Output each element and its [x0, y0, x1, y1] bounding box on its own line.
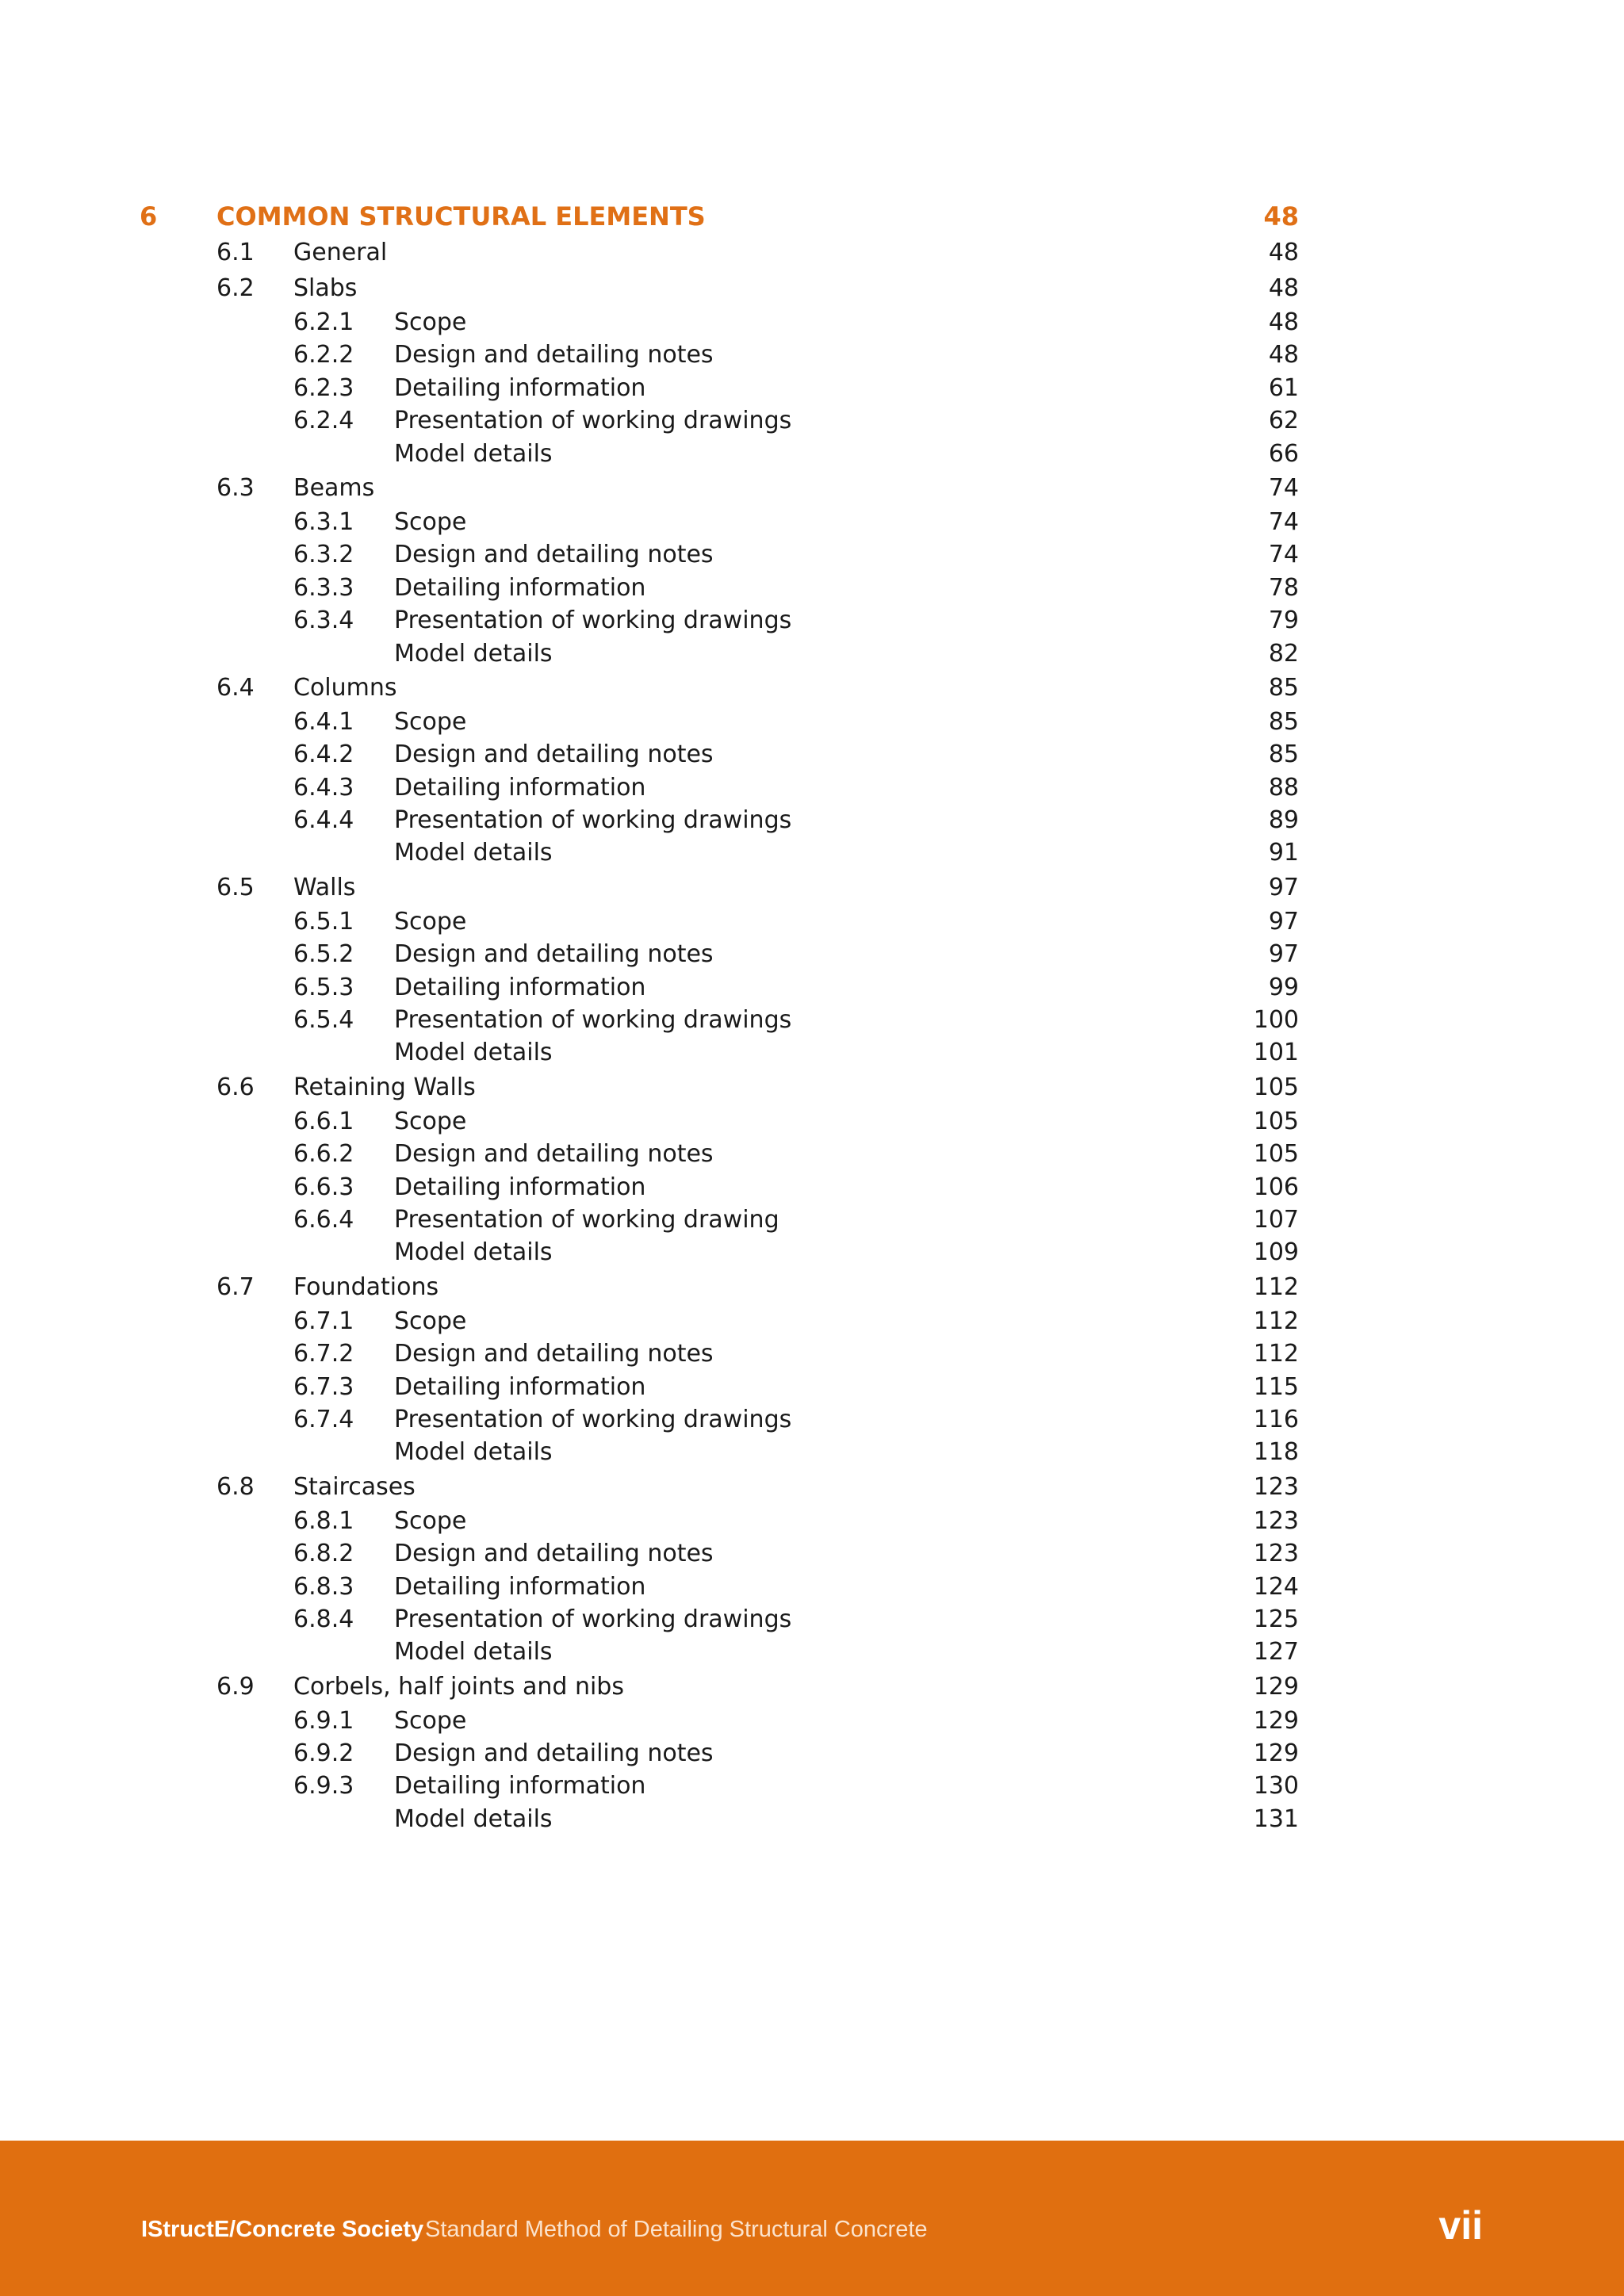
footer-page-number: vii [1438, 2203, 1483, 2248]
entry-page-number: 61 [1268, 373, 1299, 402]
toc-subsection-entry[interactable] [0, 404, 1624, 437]
entry-title: Model details [394, 1238, 553, 1267]
entry-number: 6.2.2 [293, 341, 354, 369]
entry-title: Detailing information [394, 373, 646, 402]
entry-page-number: 106 [1253, 1173, 1299, 1201]
toc-subsection-entry[interactable] [0, 1571, 1624, 1603]
toc-subsection-entry[interactable] [0, 1770, 1624, 1802]
entry-title: Design and detailing notes [394, 1739, 714, 1768]
entry-number: 6.4.4 [293, 806, 354, 835]
entry-title: Detailing information [394, 573, 646, 602]
entry-number: 6.6.2 [293, 1140, 354, 1169]
toc-section-entry[interactable] [0, 235, 1624, 270]
toc-subsection-entry[interactable] [0, 1337, 1624, 1370]
toc-subsection-entry[interactable] [0, 1803, 1624, 1835]
entry-number: 6.8 [216, 1472, 255, 1501]
toc-entries [0, 235, 1624, 1835]
entry-number: 6.6.4 [293, 1205, 354, 1234]
toc-section-entry[interactable] [0, 670, 1624, 706]
entry-page-number: 97 [1268, 907, 1299, 936]
entry-number: 6.5.2 [293, 940, 354, 969]
entry-page-number: 82 [1268, 639, 1299, 668]
entry-page-number: 101 [1253, 1039, 1299, 1067]
entry-page-number: 97 [1268, 940, 1299, 969]
entry-page-number: 124 [1253, 1572, 1299, 1601]
entry-title: Scope [394, 907, 467, 936]
entry-title: Model details [394, 1039, 553, 1067]
entry-number: 6.2.1 [293, 308, 354, 336]
entry-page-number: 48 [1268, 341, 1299, 369]
toc-section-entry[interactable] [0, 1070, 1624, 1105]
toc-section-entry[interactable] [0, 1669, 1624, 1705]
entry-page-number: 100 [1253, 1006, 1299, 1035]
chapter-number: 6 [140, 201, 158, 232]
entry-number: 6.2.3 [293, 373, 354, 402]
entry-title: Slabs [293, 274, 358, 302]
entry-page-number: 74 [1268, 507, 1299, 536]
entry-title: Design and detailing notes [394, 341, 714, 369]
entry-number: 6.7.1 [293, 1307, 354, 1335]
toc-section-entry[interactable] [0, 270, 1624, 306]
entry-title: Retaining Walls [293, 1073, 476, 1101]
entry-number: 6.3.2 [293, 541, 354, 569]
entry-page-number: 74 [1268, 541, 1299, 569]
entry-page-number: 74 [1268, 473, 1299, 502]
entry-number: 6.2 [216, 274, 255, 302]
entry-title: Presentation of working drawing [394, 1205, 779, 1234]
entry-title: Detailing information [394, 1173, 646, 1201]
entry-title: Detailing information [394, 1372, 646, 1401]
entry-page-number: 115 [1253, 1372, 1299, 1401]
toc-subsection-entry[interactable] [0, 506, 1624, 538]
entry-page-number: 62 [1268, 407, 1299, 435]
toc-subsection-entry[interactable] [0, 804, 1624, 836]
entry-page-number: 48 [1268, 274, 1299, 302]
entry-number: 6.3.3 [293, 573, 354, 602]
entry-title: Design and detailing notes [394, 1140, 714, 1169]
entry-title: Model details [394, 1804, 553, 1833]
entry-number: 6.9 [216, 1672, 255, 1701]
toc-section-entry[interactable] [0, 870, 1624, 905]
entry-number: 6.6 [216, 1073, 255, 1101]
entry-title: Scope [394, 1706, 467, 1735]
entry-title: Design and detailing notes [394, 940, 714, 969]
toc-section-entry[interactable] [0, 470, 1624, 506]
entry-page-number: 123 [1253, 1540, 1299, 1568]
toc-subsection-entry[interactable] [0, 1203, 1624, 1236]
toc-subsection-entry[interactable] [0, 1004, 1624, 1036]
entry-title: Detailing information [394, 773, 646, 802]
entry-page-number: 112 [1253, 1340, 1299, 1368]
entry-number: 6.4.3 [293, 773, 354, 802]
toc-subsection-entry[interactable] [0, 836, 1624, 869]
entry-title: Scope [394, 1506, 467, 1535]
entry-page-number: 127 [1253, 1638, 1299, 1667]
toc-subsection-entry[interactable] [0, 1505, 1624, 1537]
entry-number: 6.5 [216, 873, 255, 901]
toc-subsection-entry[interactable] [0, 1636, 1624, 1668]
toc-subsection-entry[interactable] [0, 1371, 1624, 1403]
entry-page-number: 105 [1253, 1073, 1299, 1101]
entry-number: 6.3.1 [293, 507, 354, 536]
entry-number: 6.4.1 [293, 707, 354, 736]
toc-subsection-entry[interactable] [0, 1305, 1624, 1337]
toc-subsection-entry[interactable] [0, 1603, 1624, 1636]
chapter-title: COMMON STRUCTURAL ELEMENTS [216, 201, 706, 232]
toc-subsection-entry[interactable] [0, 971, 1624, 1004]
table-of-contents [0, 199, 1624, 1835]
entry-title: Scope [394, 507, 467, 536]
entry-title: Foundations [293, 1272, 439, 1301]
entry-page-number: 118 [1253, 1438, 1299, 1467]
entry-title: Walls [293, 873, 356, 901]
entry-title: Detailing information [394, 973, 646, 1001]
toc-subsection-entry[interactable] [0, 372, 1624, 404]
entry-number: 6.3.4 [293, 607, 354, 635]
entry-page-number: 129 [1253, 1672, 1299, 1701]
entry-number: 6.9.1 [293, 1706, 354, 1735]
entry-page-number: 109 [1253, 1238, 1299, 1267]
toc-subsection-entry[interactable] [0, 438, 1624, 470]
entry-title: Model details [394, 439, 553, 468]
entry-number: 6.1 [216, 239, 255, 266]
entry-title: Staircases [293, 1472, 416, 1501]
toc-subsection-entry[interactable] [0, 604, 1624, 637]
entry-number: 6.7.2 [293, 1340, 354, 1368]
entry-number: 6.4.2 [293, 740, 354, 769]
entry-page-number: 89 [1268, 806, 1299, 835]
toc-subsection-entry[interactable] [0, 1737, 1624, 1770]
entry-page-number: 85 [1268, 740, 1299, 769]
page-footer [0, 2141, 1624, 2296]
entry-title: Corbels, half joints and nibs [293, 1672, 624, 1701]
toc-section-entry[interactable] [0, 1269, 1624, 1305]
toc-subsection-entry[interactable] [0, 706, 1624, 738]
entry-number: 6.3 [216, 473, 255, 502]
entry-number: 6.8.2 [293, 1540, 354, 1568]
entry-title: General [293, 239, 388, 266]
entry-page-number: 99 [1268, 973, 1299, 1001]
footer-document-title: Standard Method of Detailing Structural Concrete [425, 2217, 928, 2242]
entry-title: Presentation of working drawings [394, 607, 792, 635]
entry-title: Design and detailing notes [394, 740, 714, 769]
entry-page-number: 85 [1268, 673, 1299, 702]
entry-page-number: 78 [1268, 573, 1299, 602]
footer-organisation: IStructE/Concrete Society [141, 2217, 424, 2242]
entry-title: Presentation of working drawings [394, 407, 792, 435]
toc-subsection-entry[interactable] [0, 1436, 1624, 1468]
entry-title: Design and detailing notes [394, 1540, 714, 1568]
toc-chapter-heading[interactable] [0, 199, 1624, 235]
entry-number: 6.9.2 [293, 1739, 354, 1768]
entry-title: Columns [293, 673, 397, 702]
toc-subsection-entry[interactable] [0, 1403, 1624, 1436]
entry-number: 6.8.1 [293, 1506, 354, 1535]
entry-number: 6.6.3 [293, 1173, 354, 1201]
entry-page-number: 97 [1268, 873, 1299, 901]
toc-subsection-entry[interactable] [0, 1236, 1624, 1269]
toc-subsection-entry[interactable] [0, 938, 1624, 970]
toc-subsection-entry[interactable] [0, 1705, 1624, 1737]
entry-page-number: 107 [1253, 1205, 1299, 1234]
entry-page-number: 66 [1268, 439, 1299, 468]
entry-title: Scope [394, 1307, 467, 1335]
entry-title: Presentation of working drawings [394, 1006, 792, 1035]
entry-page-number: 125 [1253, 1605, 1299, 1633]
toc-subsection-entry[interactable] [0, 637, 1624, 670]
toc-subsection-entry[interactable] [0, 905, 1624, 938]
entry-title: Beams [293, 473, 375, 502]
entry-number: 6.2.4 [293, 407, 354, 435]
entry-number: 6.7.4 [293, 1405, 354, 1433]
entry-page-number: 112 [1253, 1272, 1299, 1301]
toc-subsection-entry[interactable] [0, 538, 1624, 571]
entry-number: 6.7.3 [293, 1372, 354, 1401]
entry-title: Model details [394, 1438, 553, 1467]
toc-section-entry[interactable] [0, 1469, 1624, 1505]
entry-title: Detailing information [394, 1772, 646, 1800]
entry-number: 6.5.1 [293, 907, 354, 936]
entry-title: Design and detailing notes [394, 1340, 714, 1368]
entry-number: 6.8.4 [293, 1605, 354, 1633]
entry-page-number: 116 [1253, 1405, 1299, 1433]
entry-page-number: 129 [1253, 1706, 1299, 1735]
entry-number: 6.5.4 [293, 1006, 354, 1035]
entry-page-number: 105 [1253, 1140, 1299, 1169]
entry-number: 6.5.3 [293, 973, 354, 1001]
entry-title: Model details [394, 1638, 553, 1667]
entry-page-number: 123 [1253, 1506, 1299, 1535]
entry-page-number: 91 [1268, 839, 1299, 867]
entry-number: 6.8.3 [293, 1572, 354, 1601]
entry-page-number: 112 [1253, 1307, 1299, 1335]
chapter-page-number: 48 [1263, 201, 1299, 232]
entry-title: Scope [394, 308, 467, 336]
toc-subsection-entry[interactable] [0, 1171, 1624, 1203]
entry-page-number: 129 [1253, 1739, 1299, 1768]
entry-page-number: 123 [1253, 1472, 1299, 1501]
entry-title: Scope [394, 1107, 467, 1135]
entry-title: Presentation of working drawings [394, 806, 792, 835]
entry-number: 6.7 [216, 1272, 255, 1301]
entry-title: Model details [394, 639, 553, 668]
entry-number: 6.9.3 [293, 1772, 354, 1800]
entry-page-number: 48 [1268, 239, 1299, 266]
toc-subsection-entry[interactable] [0, 339, 1624, 371]
entry-page-number: 85 [1268, 707, 1299, 736]
entry-page-number: 79 [1268, 607, 1299, 635]
entry-number: 6.4 [216, 673, 255, 702]
entry-title: Model details [394, 839, 553, 867]
entry-page-number: 88 [1268, 773, 1299, 802]
toc-subsection-entry[interactable] [0, 738, 1624, 771]
entry-number: 6.6.1 [293, 1107, 354, 1135]
toc-subsection-entry[interactable] [0, 1036, 1624, 1069]
entry-page-number: 131 [1253, 1804, 1299, 1833]
toc-subsection-entry[interactable] [0, 771, 1624, 804]
entry-title: Scope [394, 707, 467, 736]
entry-title: Design and detailing notes [394, 541, 714, 569]
toc-subsection-entry[interactable] [0, 1537, 1624, 1570]
toc-subsection-entry[interactable] [0, 306, 1624, 339]
entry-title: Presentation of working drawings [394, 1405, 792, 1433]
toc-subsection-entry[interactable] [0, 572, 1624, 604]
entry-title: Presentation of working drawings [394, 1605, 792, 1633]
entry-page-number: 130 [1253, 1772, 1299, 1800]
toc-subsection-entry[interactable] [0, 1105, 1624, 1138]
entry-page-number: 48 [1268, 308, 1299, 336]
entry-page-number: 105 [1253, 1107, 1299, 1135]
toc-subsection-entry[interactable] [0, 1138, 1624, 1170]
entry-title: Detailing information [394, 1572, 646, 1601]
